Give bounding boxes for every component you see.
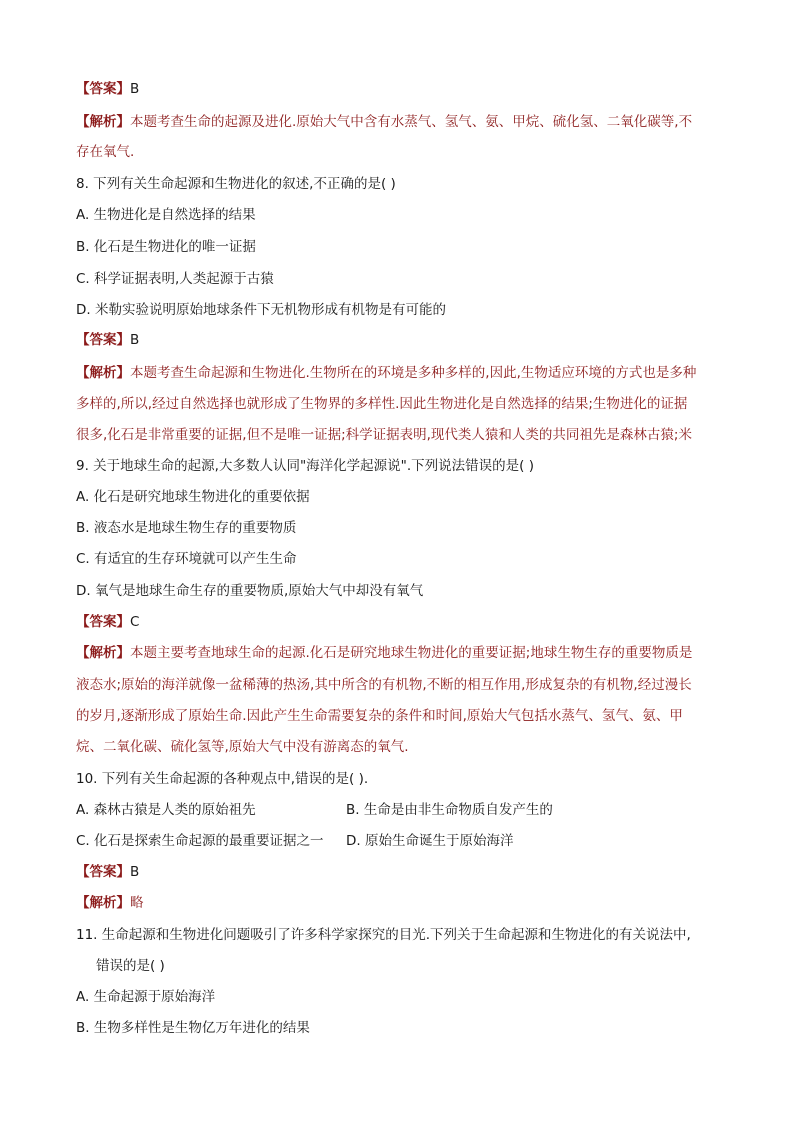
question-11-option-a: A. 生命起源于原始海洋: [76, 989, 216, 1005]
explanation-7-line-2: 存在氧气.: [76, 144, 135, 160]
answer-tag: 【答案】: [76, 864, 130, 880]
question-10-option-c: C. 化石是探索生命起源的最重要证据之一: [76, 833, 324, 849]
explanation-9-line-3: 的岁月,逐渐形成了原始生命.因此产生生命需要复杂的条件和时间,原始大气包括水蒸气、氢气、氨、甲: [76, 708, 683, 724]
answer-10: [76, 862, 726, 882]
question-9-option-d: D. 氧气是地球生命生存的重要物质,原始大气中却没有氧气: [76, 583, 424, 599]
answer-8: [76, 330, 726, 350]
explanation-tag: 【解析】: [76, 645, 130, 661]
question-10-options-ab: [76, 800, 726, 820]
answer-7: [76, 79, 726, 99]
explanation-tag: 【解析】: [76, 895, 130, 911]
question-8-option-c: C. 科学证据表明,人类起源于古猿: [76, 271, 274, 287]
question-11-line-2: 错误的是( ): [96, 958, 165, 974]
answer-value: C: [130, 614, 140, 630]
explanation-text: 本题考查生命起源和生物进化.生物所在的环境是多种多样的,因此,生物适应环境的方式也是多种: [130, 365, 697, 381]
explanation-8-line-1: [76, 363, 726, 383]
answer-value: B: [130, 81, 140, 97]
explanation-9-line-4: 烷、二氧化碳、硫化氢等,原始大气中没有游离态的氧气.: [76, 739, 409, 755]
explanation-text: 略: [130, 895, 144, 911]
explanation-text: 本题主要考查地球生命的起源.化石是研究地球生物进化的重要证据;地球生物生存的重要物质是: [130, 645, 693, 661]
answer-value: B: [130, 332, 140, 348]
answer-tag: 【答案】: [76, 332, 130, 348]
explanation-9-line-2: 液态水;原始的海洋就像一盆稀薄的热汤,其中所含的有机物,不断的相互作用,形成复杂的有机物,经过漫长: [76, 677, 692, 693]
question-8-option-d: D. 米勒实验说明原始地球条件下无机物形成有机物是有可能的: [76, 302, 446, 318]
question-11-line-1: 11. 生命起源和生物进化问题吸引了许多科学家探究的目光.下列关于生命起源和生物进化的有关说法中,: [76, 927, 691, 943]
question-10-option-d: D. 原始生命诞生于原始海洋: [346, 833, 514, 849]
explanation-8-line-2: 多样的,所以,经过自然选择也就形成了生物界的多样性.因此生物进化是自然选择的结果;生物进化的证据: [76, 396, 688, 412]
explanation-8-line-3: 很多,化石是非常重要的证据,但不是唯一证据;科学证据表明,现代类人猿和人类的共同祖先是森林古猿;米: [76, 427, 692, 443]
explanation-tag: 【解析】: [76, 114, 130, 130]
question-9-option-c: C. 有适宜的生存环境就可以产生生命: [76, 551, 297, 567]
question-8: 8. 下列有关生命起源和生物进化的叙述,不正确的是( ): [76, 176, 396, 192]
explanation-tag: 【解析】: [76, 365, 130, 381]
explanation-text: 本题考查生命的起源及进化.原始大气中含有水蒸气、氢气、氨、甲烷、硫化氢、二氧化碳等,不: [130, 114, 693, 130]
question-9: 9. 关于地球生命的起源,大多数人认同"海洋化学起源说".下列说法错误的是( ): [76, 458, 534, 474]
explanation-7-line-1: [76, 112, 726, 132]
answer-value: B: [130, 864, 140, 880]
answer-tag: 【答案】: [76, 614, 130, 630]
question-10: 10. 下列有关生命起源的各种观点中,错误的是( ).: [76, 771, 369, 787]
question-9-option-a: A. 化石是研究地球生物进化的重要依据: [76, 489, 310, 505]
question-8-option-a: A. 生物进化是自然选择的结果: [76, 207, 256, 223]
explanation-10: [76, 893, 726, 913]
answer-9: [76, 612, 726, 632]
answer-tag: 【答案】: [76, 81, 130, 97]
question-10-options-cd: [76, 831, 726, 851]
question-10-option-b: B. 生命是由非生命物质自发产生的: [346, 802, 553, 818]
explanation-9-line-1: [76, 643, 726, 663]
question-9-option-b: B. 液态水是地球生物生存的重要物质: [76, 520, 297, 536]
question-10-option-a: A. 森林古猿是人类的原始祖先: [76, 802, 256, 818]
question-11-option-b: B. 生物多样性是生物亿万年进化的结果: [76, 1020, 310, 1036]
question-8-option-b: B. 化石是生物进化的唯一证据: [76, 239, 256, 255]
